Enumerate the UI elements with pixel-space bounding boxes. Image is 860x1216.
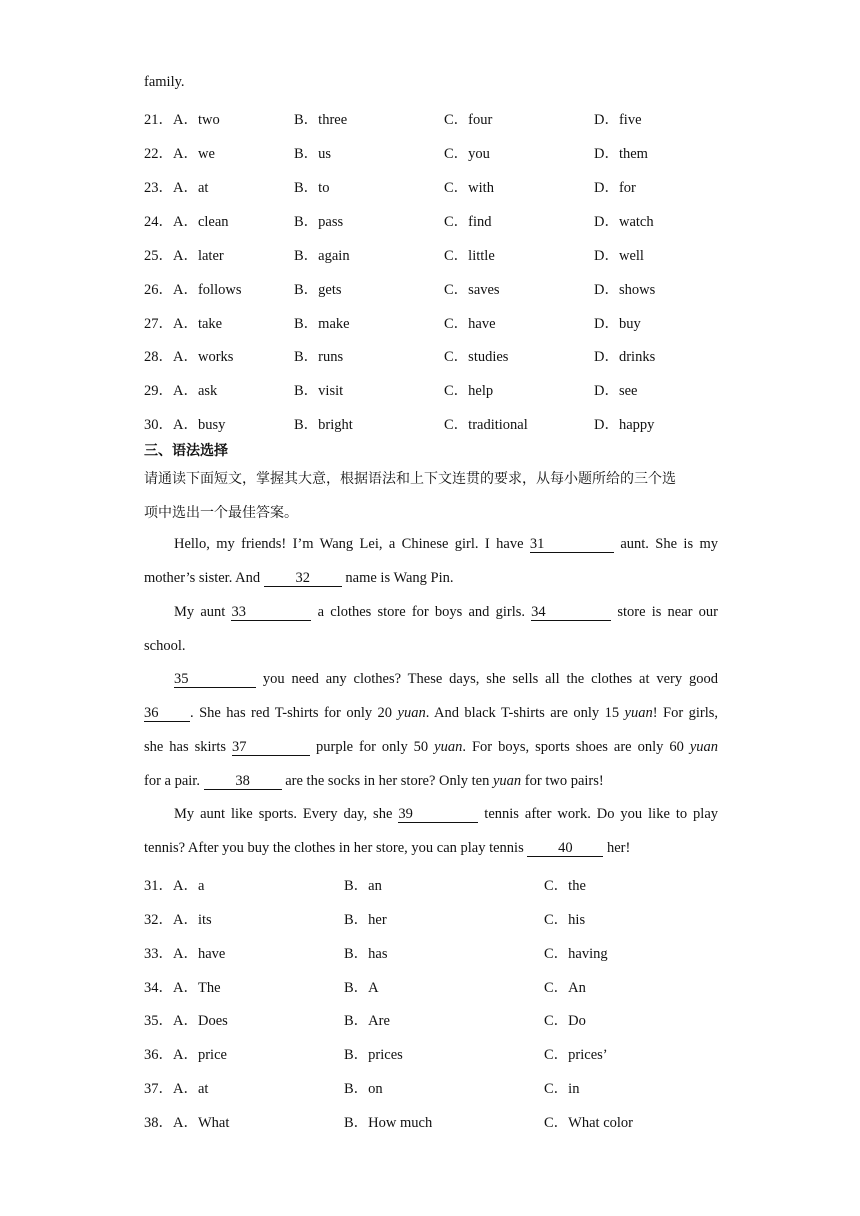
question-number: 38．	[144, 1115, 173, 1131]
passage-line: for a pair. 38 are the socks in her store? Only ten yuan for two pairs!	[144, 773, 604, 789]
question-number: 22．	[144, 146, 173, 162]
question-number: 31．	[144, 878, 173, 894]
option-c: C．four	[444, 112, 493, 128]
question-number: 28．	[144, 349, 173, 365]
blank-34: 34	[531, 605, 611, 621]
option-d: D．for	[594, 180, 636, 196]
option-c: C．with	[444, 180, 494, 196]
option-d: D．five	[594, 112, 642, 128]
option-d: D．them	[594, 146, 648, 162]
option-a: A．The	[173, 980, 221, 996]
question-number: 37．	[144, 1081, 173, 1097]
option-c: C．you	[444, 146, 490, 162]
option-d: D．shows	[594, 282, 656, 298]
option-c: C．in	[544, 1081, 580, 1097]
option-c: C．Do	[544, 1013, 586, 1029]
option-c: C．help	[444, 383, 494, 399]
option-b: B．How much	[344, 1115, 433, 1131]
option-d: D．watch	[594, 214, 654, 230]
section-title: 三、语法选择	[144, 443, 228, 459]
passage-line: 35 you need any clothes? These days, she sells all the clothes at very good	[174, 671, 718, 687]
option-b: B．on	[344, 1081, 383, 1097]
option-c: C．having	[544, 946, 608, 962]
option-a: A．at	[173, 180, 209, 196]
option-a: A．follows	[173, 282, 242, 298]
question-number: 30．	[144, 417, 173, 433]
blank-31: 31	[530, 537, 614, 553]
option-b: B．A	[344, 980, 379, 996]
option-a: A．take	[173, 316, 223, 332]
section-instruction-cont: 项中选出一个最佳答案。	[144, 505, 298, 521]
option-b: B．make	[294, 316, 350, 332]
option-b: B．to	[294, 180, 330, 196]
blank-39: 39	[398, 807, 478, 823]
question-number: 21．	[144, 112, 173, 128]
blank-35: 35	[174, 672, 256, 688]
blank-33: 33	[231, 605, 311, 621]
option-a: A．have	[173, 946, 226, 962]
blank-38: 38	[204, 774, 282, 790]
option-a: A．Does	[173, 1013, 228, 1029]
question-number: 26．	[144, 282, 173, 298]
passage-line: Hello, my friends! I’m Wang Lei, a Chinese girl. I have 31 aunt. She is my	[174, 536, 719, 552]
option-a: A．a	[173, 878, 205, 894]
section-instruction: 请通读下面短文，掌握其大意，根据语法和上下文连贯的要求，从每小题所给的三个选	[144, 471, 676, 487]
option-b: B．us	[294, 146, 332, 162]
option-c: C．his	[544, 912, 586, 928]
option-a: A．two	[173, 112, 220, 128]
option-b: B．again	[294, 248, 350, 264]
option-c: C．traditional	[444, 417, 528, 433]
question-number: 35．	[144, 1013, 173, 1029]
option-c: C．What color	[544, 1115, 633, 1131]
question-number: 29．	[144, 383, 173, 399]
option-c: C．saves	[444, 282, 500, 298]
blank-36: 36	[144, 706, 190, 722]
passage-line: mother’s sister. And 32 name is Wang Pin.	[144, 570, 454, 586]
passage-line: school.	[144, 638, 186, 654]
question-number: 23．	[144, 180, 173, 196]
option-a: A．at	[173, 1081, 209, 1097]
blank-40: 40	[527, 841, 603, 857]
option-c: C．have	[444, 316, 496, 332]
question-number: 34．	[144, 980, 173, 996]
option-d: D．happy	[594, 417, 655, 433]
option-b: B．gets	[294, 282, 342, 298]
passage-line: My aunt 33 a clothes store for boys and girls. 34 store is near our	[174, 604, 718, 620]
option-b: B．prices	[344, 1047, 403, 1063]
option-a: A．ask	[173, 383, 218, 399]
option-b: B．pass	[294, 214, 344, 230]
option-a: A．price	[173, 1047, 227, 1063]
option-c: C．An	[544, 980, 586, 996]
option-c: C．prices’	[544, 1047, 608, 1063]
option-c: C．studies	[444, 349, 509, 365]
question-number: 25．	[144, 248, 173, 264]
option-b: B．visit	[294, 383, 344, 399]
option-d: D．buy	[594, 316, 641, 332]
passage-line: 36 . She has red T-shirts for only 20 yuan. And black T-shirts are only 15 yuan! For girls,	[144, 705, 719, 721]
option-a: A．its	[173, 912, 212, 928]
option-b: B．an	[344, 878, 382, 894]
option-a: A．clean	[173, 214, 229, 230]
blank-32: 32	[264, 571, 342, 587]
option-a: A．later	[173, 248, 224, 264]
option-b: B．bright	[294, 417, 353, 433]
question-number: 24．	[144, 214, 173, 230]
option-b: B．has	[344, 946, 388, 962]
option-a: A．we	[173, 146, 215, 162]
option-a: A．busy	[173, 417, 226, 433]
option-b: B．three	[294, 112, 348, 128]
question-number: 32．	[144, 912, 173, 928]
option-a: A．What	[173, 1115, 230, 1131]
option-a: A．works	[173, 349, 234, 365]
option-b: B．her	[344, 912, 387, 928]
option-c: C．little	[444, 248, 495, 264]
option-c: C．find	[444, 214, 492, 230]
question-number: 36．	[144, 1047, 173, 1063]
option-d: D．drinks	[594, 349, 656, 365]
question-number: 27．	[144, 316, 173, 332]
option-b: B．runs	[294, 349, 344, 365]
option-c: C．the	[544, 878, 586, 894]
passage-tail: family.	[144, 74, 185, 90]
option-b: B．Are	[344, 1013, 390, 1029]
question-number: 33．	[144, 946, 173, 962]
passage-line: My aunt like sports. Every day, she 39 tennis after work. Do you like to play	[174, 806, 719, 822]
passage-line: tennis? After you buy the clothes in her store, you can play tennis 40 her!	[144, 840, 631, 856]
passage-line: she has skirts 37 purple for only 50 yuan. For boys, sports shoes are only 60 yuan	[144, 739, 719, 755]
option-d: D．see	[594, 383, 638, 399]
option-d: D．well	[594, 248, 644, 264]
blank-37: 37	[232, 740, 310, 756]
